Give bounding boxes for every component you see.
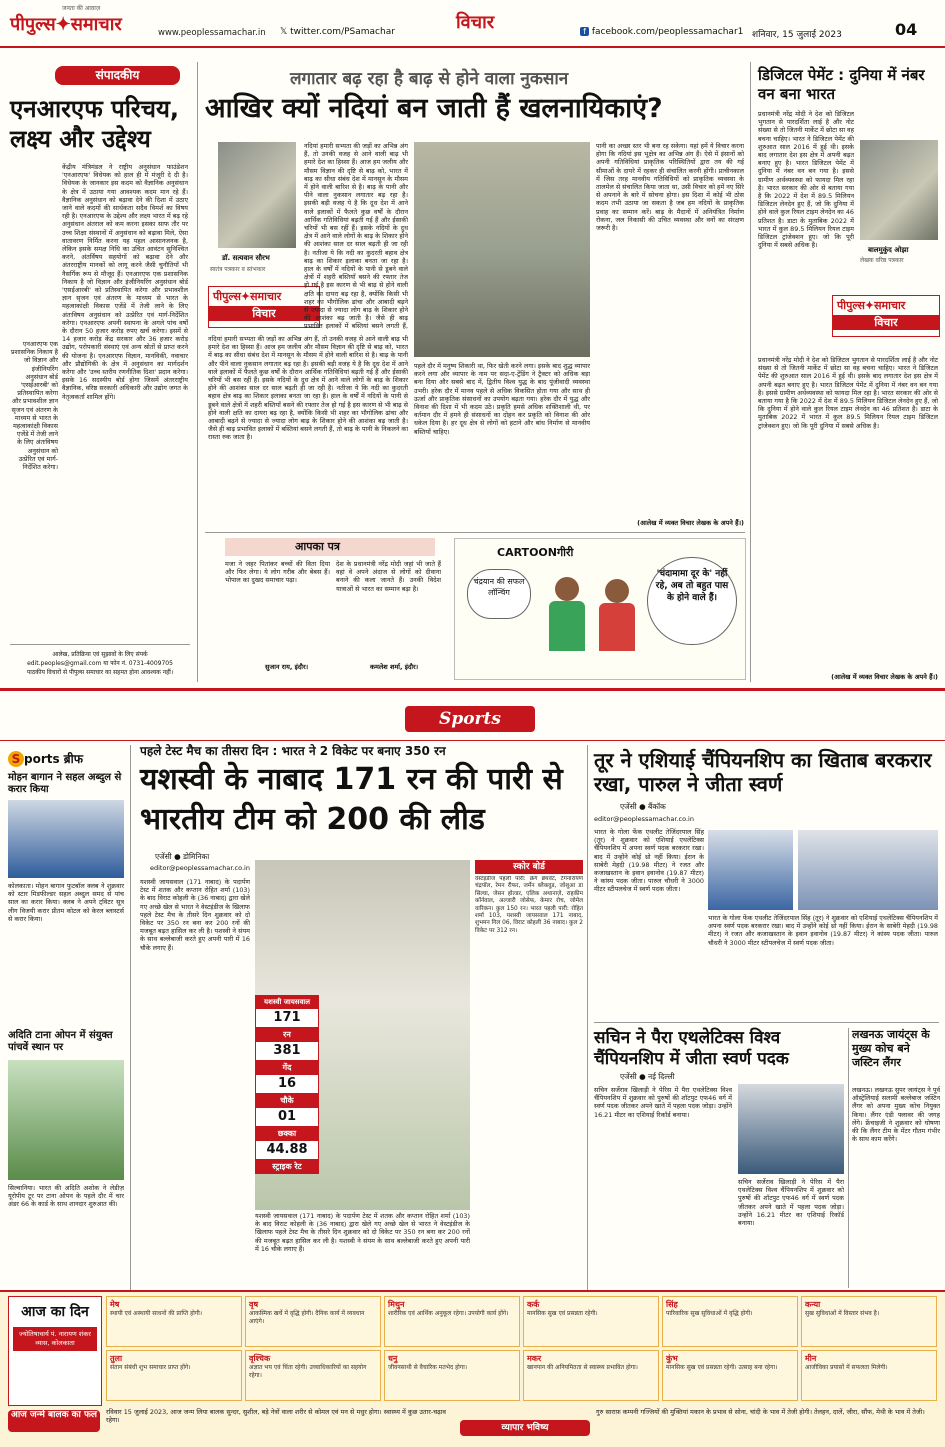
article-kicker: लगातार बढ़ रहा है बाढ़ से होने वाला नुकसान <box>290 69 569 89</box>
brand-box: पीपुल्स✦समाचार विचार <box>832 295 940 337</box>
zodiac-sign-text: आकस्मिक खर्चे में वृद्धि होगी। दैनिक कार्य में व्यवधान आएंगे। <box>249 1310 365 1325</box>
stat-value: 381 <box>255 1042 319 1061</box>
divider <box>205 532 745 533</box>
sachin-photo <box>738 1084 844 1174</box>
section-title: विचार <box>456 12 495 33</box>
cartoon-caption: चंद्रयान की सफल लॉन्चिंग <box>467 569 531 619</box>
zodiac-sign-name: धनु <box>388 1354 398 1363</box>
cartoon-body-1 <box>549 601 585 651</box>
tagline: जनता की आवाज़ <box>62 5 101 12</box>
letter-2-sign: कमलेश शर्मा, इंदौर। <box>370 663 419 671</box>
test-body: यशस्वी जायसवाल (171 नाबाद) के पदार्पण टेस्ट में शतक और कप्तान रोहित शर्मा (103) के बाद विराट कोहली के (36 नाबाद) द्वारा खेले गए अच्छे खेल से भारत ने वेस्टइंडीज के खिलाफ पहले टेस्ट मैच के तीसरे दिन शुक्रवार को दो विकेट पर 350 रन बना कर 200 रनों की मजबूत बढ़त हासिल कर ली है। यशस्वी ने संयम के साथ बल्लेबाजी करते हुए अपनी पारी में 16 चौके लगाए हैं। <box>140 878 250 952</box>
cartoon-body-2 <box>599 603 635 651</box>
zodiac-sign-text: स्थायी एवं अस्थायी साधनों की प्राप्ति होगी। <box>110 1310 203 1317</box>
parul-photo <box>798 830 938 910</box>
player-name: यशस्वी जायसवाल <box>255 995 319 1009</box>
brief-1-photo <box>8 800 124 878</box>
zodiac-sign-card <box>662 1296 798 1347</box>
article-col-1a: नदियां हमारी सभ्यता की जड़ों का अभिन्न अंग हैं, तो उनकी वजह से आने वाली बाढ़ भी हमारे देश का हिस्सा हैं। आज हम जलीय और मौसम विज्ञान की दृष्टि से बाढ़ को, भारत में बाढ़ का सीधा संबंध देश में मानसून के मौसम में होने वाली बारिश से है। बाढ़ के पानी और पीने वाला नुकसान लगातार बढ़ रहा है। इसकी बड़ी वजह ये है कि दूध देश में आने वाले इलाकों में फैलते कुछ वर्षों के दौरान आर्थिक गतिविधियां बढ़ती गई हैं और ईसाकी चरियों भी बस रहीं हैं। इसके नदियों के दुध क्षेत्र में आने वाले लोगों के बाढ़ के शिकार होने की आशंका साल दर साल बढ़ती ही जा रही है। नतीजा ये कि नदी का कुदरती बहाव क्षेत्र बाढ़ का शिकार इलाका बनता जा रहा है। हाल के वर्षों में नदियों के पानी से डूबने वाले क्षेत्रों में शहरी बस्तियाँ बसने की रफ्तार तेज हो गई है इस कारण से भी बाढ़ से होने वाली क्षति का दायरा बढ़ रहा है, क्योंकि किसी भी शहर का भौगोलिक ढांचा और आबादी बढ़ने से ज्यादा से ज्यादा लोग बाढ़ के शिकार होने की आशंका बढ़ जाती है। जैसे ही बाढ़ प्रभावित इलाकों में बस्तियां बसने लगती हैं, तो बाढ़ के पानी के निकलने का रास्ता रुक जाता है। <box>208 335 408 442</box>
stats-list <box>255 1009 319 1174</box>
digital-body-bottom: प्रधानमंत्री नरेंद्र मोदी ने देश को डिजिटल भुगतान से पारदर्शिता लाई है और नोट संख्या से तो जितनी मार्केट में छोटा सा वह बचना चाहिए। भारत ने डिजिटल पेमेंट की शुरुआत साल 2016 में हुई थी। इसके बाद लगातार देश इस क्षेत्र में अपनी बढ़त बनाए हुए है। भारत डिजिटल पेमेंट में दुनिया में नंबर वन बन गया है। इससे ग्रामीण अर्थव्यवस्था को फायदा मिल रहा है। भारत सरकार की ओर से बताया गया है कि 2022 में देश में 89.5 मिलियन डिजिटल लेनदेन हुए हैं, जो कि दुनिया में होने वाले कुल रियल टाइम लेनदेन का 46 प्रतिशत है। डाटा के मुताबिक 2022 में भारत में कुल 89.5 मिलियन रियल टाइम डिजिटल ट्रांजेक्शन हुए। जो कि पूरी दुनिया में सबसे अधिक है। <box>758 356 938 430</box>
zodiac-sign-text: शारीरिक एवं आर्थिक अनुकूल रहेगा। उपयोगी कार्य होंगे। <box>388 1310 509 1317</box>
zodiac-sign-name: वृश्चिक <box>249 1354 271 1363</box>
zodiac-sign-name: मकर <box>527 1354 542 1363</box>
scoreboard <box>475 860 583 1286</box>
letters-title: आपका पत्र <box>225 538 435 556</box>
divider <box>10 644 190 645</box>
facebook-link[interactable]: f facebook.com/peoplessamachar1 <box>580 27 743 37</box>
sachin-agency: एजेंसी ● नई दिल्ली <box>620 1072 675 1081</box>
zodiac-sign-card <box>523 1350 659 1401</box>
cartoon-panel <box>454 538 746 680</box>
brief-2-title: अदिति टाना ओपन में संयुक्त पांचवें स्थान पर <box>8 1030 113 1053</box>
zodiac-sign-card <box>106 1296 242 1347</box>
zodiac-sign-card <box>384 1350 520 1401</box>
zodiac-sign-name: सिंह <box>666 1300 678 1309</box>
stat-label: छक्का <box>255 1127 319 1141</box>
article-title: आखिर क्यों नदियां बन जाती हैं खलनायिकाएं? <box>205 93 663 124</box>
sachin-body: सचिन सर्जेराव खिलाड़ी ने पेरिस में पैरा एथलेटिक्स विश्व चैंपियनशिप में शुक्रवार को पुरुषों की शॉटपुट एफ46 वर्ग में स्वर्ण पदक जीतकर अपने खाते में पहला पदक जोड़ा। उन्होंने 16.21 मीटर का एशियाई रिकॉर्ड बनाया। <box>594 1086 732 1119</box>
cartoon-title: CARTOONगीरी <box>497 546 574 559</box>
stat-value: 01 <box>255 1108 319 1127</box>
zodiac-sign-text: मानसिक सुख एवं प्रसन्नता रहेगी। <box>527 1310 598 1317</box>
scoreboard-title: स्कोर बोर्ड <box>475 860 583 874</box>
column-divider <box>197 62 198 682</box>
stat-label: स्ट्राइक रेट <box>255 1160 319 1174</box>
cartoon-head-1 <box>555 577 579 601</box>
article-footer: (आलेख में व्यक्त विचार लेखक के अपने हैं।) <box>637 519 744 527</box>
author-role: स्वतंत्र पत्रकार व स्तंभकार <box>210 266 266 273</box>
issue-date: शनिवार, 15 जुलाई 2023 <box>752 30 842 40</box>
brand-box: पीपुल्स✦समाचार विचार <box>208 286 320 328</box>
newspaper-logo[interactable]: पीपुल्स✦समाचार <box>10 14 122 35</box>
website-link[interactable]: www.peoplessamachar.in <box>158 28 266 38</box>
cartoon-speech-bubble: 'चंदामामा दूर के' नहीं रहे, अब तो बहुत पास के होने वाले हैं। <box>647 557 737 645</box>
sports-banner: Sports <box>405 706 535 732</box>
stat-value: 16 <box>255 1075 319 1094</box>
sports-ball-icon: S <box>8 751 24 767</box>
sachin-title: सचिन ने पैरा एथलेटिक्स विश्व चैंपियनशिप में जीता स्वर्ण पदक <box>594 1028 789 1069</box>
astrologer-name: ज्योतिषाचार्य पं. नारायण शंकर व्यास, कोलकाता <box>13 1327 97 1351</box>
editorial-footer: आलेख, प्रतिक्रिया एवं सुझावों के लिए संपर्क edit.peoples@gmail.com या फोन नं. 0731-4009705 पाठकीय विचारों से पीपुल्स समाचार का सहमत होना आवश्यक नहीं। <box>26 651 174 676</box>
editorial-title: एनआरएफ परिचय, लक्ष्य और उद्देश्य <box>10 95 180 153</box>
twitter-icon: 𝕏 <box>280 27 291 37</box>
article-col-1b: नदियां हमारी सभ्यता की जड़ों का अभिन्न अंग हैं, तो उनकी वजह से आने वाली बाढ़ भी हमारे देश का हिस्सा हैं। आज हम जलीय और मौसम विज्ञान की दृष्टि से बाढ़ को, भारत में बाढ़ का सीधा संबंध देश में मानसून के मौसम में होने वाली बारिश से है। बाढ़ के पानी और पीने वाला नुकसान लगातार बढ़ रहा है। इसकी बड़ी वजह ये है कि दूध देश में आने वाले इलाकों में फैलते कुछ वर्षों के दौरान आर्थिक गतिविधियां बढ़ती गई हैं और ईसाकी चरियों भी बस रहीं हैं। इसके नदियों के दुध क्षेत्र में आने वाले लोगों के बाढ़ के शिकार होने की आशंका साल दर साल बढ़ती ही जा रही है। नतीजा ये कि नदी का कुदरती बहाव क्षेत्र बाढ़ का शिकार इलाका बनता जा रहा है। हाल के वर्षों में नदियों के पानी से डूबने वाले क्षेत्रों में शहरी बस्तियाँ बसने की रफ्तार तेज हो गई है इस कारण से भी बाढ़ से होने वाली क्षति का दायरा बढ़ रहा है, क्योंकि किसी भी शहर का भौगोलिक ढांचा और आबादी बढ़ने से ज्यादा से ज्यादा लोग बाढ़ के शिकार होने की आशंका बढ़ जाती है। जैसे ही बाढ़ प्रभावित इलाकों में बस्तियां बसने लगती हैं, <box>304 142 408 330</box>
article-col-2: पहले दौर में मनुष्य शिकारी था, फिर खेती करने लगा। इसके बाद शुद्ध व्यापार करने लगा और व्यापार के नाम पर सदा-ए-ट्रेंडिंग ने ट्रैक्टर को अधिक बड़ा बना दिया और सबसे बाद में, द्वितीय विश्व युद्ध के बाद पूंजीवादी व्यवस्था उभरी। हरेक दौर में मानव पहले से अधिक विकसित होता गया और साथ ही ऊर्जा और प्राकृतिक संसाधनों का उपयोग बढ़ता गया। हरेक दौर में युद्ध और विनाश की दिशा में भी कदम उठे। प्रकृति हमसे अधिक शक्तिशाली थी, पर वर्तमान दौर में हमने ही संसाधनों का दोहन कर प्रकृति को विनाश की ओर धकेल दिया है। हर दूध क्षेत्र से लोगों को हटाने और बांध निर्माण से मानवीय बस्तियाँ चाहिए। <box>414 362 590 436</box>
zodiac-sign-name: तुला <box>110 1354 123 1363</box>
column-divider <box>130 745 131 1290</box>
sports-rule <box>0 688 945 691</box>
article-col-3: पानी का अच्छा स्तर भी बना रह सकेगा। यहां हमें ये विचार करना होगा कि नदियां इस भूक्षेत्र का अभिन्न अंग हैं। ऐसे में इंसानों को अपनी गतिविधियां प्राकृतिक परिस्थितियों द्वारा तय की गई सीमाओं के दायरे में रहकर ही संचालित करनी होंगी। प्राचीनकाल में जिस तरह मानवीय गतिविधियों को प्राकृतिक व्यवस्था के तालमेल से संचालित किया जाता था, उसी विचार को हमें नए सिरे से अपनाने के बारे में सोचना होगा। इस दिशा में कोई भी ठोस कदम तभी उठाया जा सकता है जब हम नदियों के प्राकृतिक प्रवाह का सम्मान करें। बाढ़ के मैदानों में अनियंत्रित निर्माण रोकना, जल निकासी की उचित व्यवस्था और वनों का संरक्षण जरूरी है। <box>596 142 744 233</box>
letter-1-sign: सुजान राय, इंदौर। <box>265 663 309 671</box>
twitter-link[interactable]: 𝕏 twitter.com/PSamachar <box>280 27 395 37</box>
divider <box>0 740 945 741</box>
letter-1: मजा ने जहर पितांकर बच्चों की विता दिया और फिर लेगा। ये लोग गरीब और बेबस हैं। भोपाल का दुखद समाचार पढ़ा। <box>225 560 330 585</box>
test-body-2: यशस्वी जायसवाल (171 नाबाद) के पदार्पण टेस्ट में शतक और कप्तान रोहित शर्मा (103) के बाद विराट कोहली के (36 नाबाद) द्वारा खेले गए अच्छे खेल से भारत ने वेस्टइंडीज के खिलाफ पहले टेस्ट मैच के तीसरे दिन शुक्रवार को दो विकेट पर 350 रन बना कर 200 रनों की मजबूत बढ़त हासिल कर ली है। यशस्वी ने संयम के साथ बल्लेबाजी करते हुए अपनी पारी में 16 चौके लगाए हैं। <box>255 1212 470 1253</box>
zodiac-sign-name: कुंभ <box>666 1354 678 1363</box>
zodiac-sign-name: मीन <box>805 1354 817 1363</box>
zodiac-sign-name: कन्या <box>805 1300 821 1309</box>
brief-1-body: कोलकाता। मोहन बागान फुटबॉल क्लब ने शुक्रवार को स्टार मिडफील्डर सहल अब्दुल समद से पांच साल का करार किया। क्लब ने अपने ट्विटर सूत्र लीग विजयी करार प्रीतम कोटल को केरल ब्लास्टर्स से करार किया। <box>8 882 124 923</box>
stat-label: चौके <box>255 1094 319 1108</box>
editorial-label: संपादकीय <box>55 66 180 85</box>
player-stats-box <box>255 995 319 1205</box>
business-text: गुरु साराफ़ कम्पनी गज्जियों की मुक्तियां मकान के प्रभाव से सोना, चांदी के भाव में तेजी होगी। तेलहन, दालें, जीरा, सौंफ, मेथी के भाव में तेजी। <box>596 1408 925 1416</box>
masthead <box>0 0 945 48</box>
zodiac-sign-card <box>801 1296 937 1347</box>
sports-brief-header: S ports ब्रीफ <box>8 748 118 770</box>
author-photo <box>218 142 296 248</box>
zodiac-sign-card <box>523 1296 659 1347</box>
scoreboard-body: वेस्टइंडीज पहली पारी: क्रेग ब्रेथवेट, टेगनारायण चंद्रपॉल, रेमन रीफर, जर्मेन ब्लैकवुड, जोशुआ डा सिल्वा, जेसन होल्डर, एलिक अथानाज़े, राहकीम कॉर्नवाल, अल्जारी जोसेफ, केमार रोच, जोमेल वारिकन। कुल 150 रन। भारत पहली पारी: रोहित शर्मा 103, यशस्वी जायसवाल 171 नाबाद, शुभमन गिल 06, विराट कोहली 36 नाबाद। कुल 2 विकेट पर 312 रन। <box>475 876 583 934</box>
lucknow-body: लखनऊ। लखनऊ सुपर जायंट्स ने पूर्व ऑस्ट्रेलियाई सलामी बल्लेबाज जस्टिन लैंगर को अपना मुख्य कोच नियुक्त किया। लैंगर एंडी फ्लावर की जगह लेंगे। फ्रेंचाइजी ने शुक्रवार को घोषणा की कि लैंगर टीम के मेंटर गौतम गंभीर के साथ काम करेंगे। <box>852 1086 940 1144</box>
toor-body: भारत के गोला फेंक एथलीट तेजिंदरपाल सिंह (तूर) ने शुक्रवार को एशियाई एथलेटिक्स चैंपियनशिप में अपना स्वर्ण पदक बरकरार रखा। बाद में उन्होंने कोई थ्रो नहीं किया। ईरान के साबेरी मेहदी (19.98 मीटर) ने रजत और कजाखस्तान के इवान इवानोव (19.87 मीटर) ने कांस्य पदक जीता। पारुल चौधरी ने 3000 मीटर स्टीपलचेज में स्वर्ण पदक जीता। <box>594 828 704 894</box>
zodiac-sign-text: आजीविका प्रयासों में सफलता मिलेगी। <box>805 1364 888 1371</box>
aaj-ka-din-box <box>8 1296 102 1406</box>
stat-label: रन <box>255 1028 319 1042</box>
stat-value: 171 <box>255 1009 319 1028</box>
zodiac-sign-card <box>801 1350 937 1401</box>
zodiac-sign-text: संतान संबंधी शुभ समाचार प्राप्त होंगे। <box>110 1364 191 1371</box>
digital-footer: (आलेख में व्यक्त विचार लेखक के अपने हैं।) <box>831 673 938 681</box>
lucknow-title: लखनऊ जायंट्स के मुख्य कोच बने जस्टिन लैंगर <box>852 1028 930 1069</box>
facebook-icon: f <box>580 27 589 36</box>
brief-2-photo <box>8 1060 124 1180</box>
digital-author: बालमुकुंद ओझा <box>868 246 909 254</box>
test-title: यशस्वी के नाबाद 171 रन की पारी से भारतीय टीम को 200 की लीड <box>140 762 563 837</box>
toor-email: editor@peoplessamachar.co.in <box>594 815 694 823</box>
digital-author-role: लेखक वरिष्ठ पत्रकार <box>860 257 904 264</box>
test-kicker: पहले टेस्ट मैच का तीसरा दिन : भारत ने 2 विकेट पर बनाए 350 रन <box>140 744 446 758</box>
business-title: व्यापार भविष्य <box>460 1420 590 1436</box>
zodiac-sign-name: वृष <box>249 1300 259 1309</box>
zodiac-sign-name: मिथुन <box>388 1300 405 1309</box>
zodiac-grid <box>106 1296 940 1404</box>
zodiac-sign-card <box>384 1296 520 1347</box>
zodiac-sign-card <box>662 1350 798 1401</box>
test-agency: एजेंसी ● डोमिनिका <box>155 852 210 861</box>
digital-title: डिजिटल पेमेंट : दुनिया में नंबर वन बना भारत <box>758 66 925 103</box>
zodiac-sign-text: पारिवारिक सुख सुविधाओं में वृद्धि होगी। <box>666 1310 753 1317</box>
stat-value: 44.88 <box>255 1141 319 1160</box>
column-divider <box>587 745 588 1290</box>
column-divider <box>750 62 751 682</box>
toor-agency: एजेंसी ● बैंकॉक <box>620 802 666 811</box>
test-email: editor@peoplessamachar.co.in <box>150 864 250 872</box>
aaj-ka-din-title: आज का दिन <box>21 1304 89 1320</box>
zodiac-sign-text: खानपान की अनियमितता से स्वास्थ्य प्रभावित होगा। <box>527 1364 638 1371</box>
bottom-left-label: आज जन्मे बालक का फल <box>8 1410 100 1432</box>
zodiac-sign-text: अज्ञात भय एवं चिंता रहेगी। उच्चाधिकारियों का सहयोग रहेगा। <box>249 1364 367 1379</box>
toor-title: तूर ने एशियाई चैंपियनशिप का खिताब बरकरार रखा, पारुल ने जीता स्वर्ण <box>594 748 932 796</box>
editorial-body: केंद्रीय मंत्रिमंडल ने राष्ट्रीय अनुसंधान फाउंडेशन 'एनआरएफ' विधेयक को हाल ही में मंजूरी दे दी है। विधेयक के जानकार इस कदम को वैज्ञानिक अनुसंधान के क्षेत्र में उठाया गया आवश्यक कदम मान रहे हैं। वैज्ञानिक अनुसंधान को बढ़ावा देने की दिशा में उठाए जाने वाले कदमों की सार्थकता सदैव विमर्श का विषय रही है। एनआरएफ के उद्देश्य और लक्ष्य भारत में बढ़ रहे अनुसंधान अंतराल को कम करना इसका साफ तौर पर उच्च शिक्षा संस्थानों में अनुसंधान को बढ़ावा मिले, ऐसा वातावरण निर्मित करना यह पहल आसानजनक है, लेकिन इसके समक्ष निधि का उचित आवंटन सुनिश्चित करने, अंतर्विषय सहयोगों को बढ़ावा देने और अंतरराष्ट्रीय मानकों को लागू करने जैसी चुनौतियाँ भी नैसर्गिक रूप से मौजूद हैं। एनआरएफ एक प्रशासनिक निकाय है जो विज्ञान और इंजीनियरिंग अनुसंधान बोर्ड 'एसईआरबी' को प्रतिस्थापित करेगा और प्रभावशील ज्ञान सृजन एवं अंतरण के माध्यम से भारत के महत्वाकांक्षी विकास एजेंडे में तेजी लाने के लिए अंतःविषय अनुसंधान को उत्प्रेरित एवं मार्ग-निर्देशित करेगा। एनआरएफ अपनी स्थापना के अगले पांच वर्षों के दौरान 50 हजार करोड़ रुपए खर्च करेगा। इसमें से 14 हजार करोड़ केंद्र सरकार और 36 हजार करोड़ उद्योग, परोपकारी संस्थाएं एवं अन्य स्रोतों से प्राप्त करने की योजना है। एनआरएफ विज्ञान, मानविकी, नवाचार और प्रौद्योगिकी के क्षेत्र में अनुसंधान का मार्गदर्शन करेगा और 'उच्च स्तरीय रणनीतिक दिशा' प्रदान करेगा। इसके 16 सदस्यीय बोर्ड होगा जिसमें अंतरराष्ट्रीय वैज्ञानिक, वरिष्ठ सरकारी अधिकारी और उद्योग जगत के नेतृत्वकर्ता शामिल होंगे। <box>62 163 188 401</box>
zodiac-sign-card <box>245 1350 381 1401</box>
brief-1-title: मोहन बागान ने सहल अब्दुल से करार किया <box>8 772 122 795</box>
zodiac-sign-card <box>106 1350 242 1401</box>
zodiac-sign-name: मेष <box>110 1300 120 1309</box>
zodiac-sign-text: जीवनसाथी से वैचारिक मतभेद होगा। <box>388 1364 468 1371</box>
stat-label: गेंद <box>255 1061 319 1075</box>
zodiac-sign-text: सुख सुविधाओं में विस्तार संभव है। <box>805 1310 880 1317</box>
zodiac-sign-card <box>245 1296 381 1347</box>
author-photo <box>860 140 938 240</box>
zodiac-sign-name: कर्क <box>527 1300 540 1309</box>
divider <box>594 1022 939 1023</box>
flood-photo <box>414 142 590 357</box>
column-divider <box>848 1028 849 1288</box>
brief-2-body: सिल्वानिया। भारत की अदिति अशोक ने लेडीज़ यूरोपीय टूर पर टाना ओपन के पहले दौर में चार अंडर 66 के कार्ड के साथ शानदार शुरुआत की। <box>8 1184 124 1209</box>
digital-body-top: प्रधानमंत्री नरेंद्र मोदी ने देश को डिजिटल भुगतान से पारदर्शिता लाई है और नोट संख्या से तो जितनी मार्केट में छोटा सा वह बचना चाहिए। भारत ने डिजिटल पेमेंट की शुरुआत साल 2016 में हुई थी। इसके बाद लगातार देश इस क्षेत्र में अपनी बढ़त बनाए हुए है। भारत डिजिटल पेमेंट में दुनिया में नंबर वन बन गया है। इससे ग्रामीण अर्थव्यवस्था को फायदा मिल रहा है। भारत सरकार की ओर से बताया गया है कि 2022 में देश में 89.5 मिलियन डिजिटल लेनदेन हुए हैं, जो कि दुनिया में होने वाले कुल रियल टाइम लेनदेन का 46 प्रतिशत है। डाटा के मुताबिक 2022 में भारत में कुल 89.5 मिलियन रियल टाइम डिजिटल ट्रांजेक्शन हुए। जो कि पूरी दुनिया में सबसे अधिक है। <box>758 110 854 250</box>
zodiac-sign-text: मानसिक सुख एवं प्रसन्नता रहेगी। उत्साह बना रहेगा। <box>666 1364 778 1371</box>
letter-2: देश के प्रधानमंत्री नरेंद्र मोदी जहां भी जाते हैं वहां वे अपने अंदाज से लोगों को दीवाना बनाने की कला जानते हैं। उनकी विदेश यात्राओं से भारत का सम्मान बढ़ा है। <box>336 560 441 593</box>
author-name: डॉ. सत्यवान सौरभ <box>222 254 270 262</box>
sachin-body-2: सचिन सर्जेराव खिलाड़ी ने पेरिस में पैरा एथलेटिक्स विश्व चैंपियनशिप में शुक्रवार को पुरुषों की शॉटपुट एफ46 वर्ग में स्वर्ण पदक जीतकर अपने खाते में पहला पदक जोड़ा। उन्होंने 16.21 मीटर का एशियाई रिकॉर्ड बनाया। <box>738 1178 844 1228</box>
page-number: 04 <box>895 20 918 39</box>
editorial-sidebar-quote: एनआरएफ एक प्रशासनिक निकाय है जो विज्ञान और इंजीनियरिंग अनुसंधान बोर्ड 'एसईआरबी' को प्रतिस्थापित करेगा और प्रभावशील ज्ञान सृजन एवं अंतरण के माध्यम से भारत के महत्वाकांक्षी विकास एजेंडे में तेजी लाने के लिए अंतःविषय अनुसंधान को उत्प्रेरित एवं मार्ग-निर्देशित करेगा। <box>11 340 58 472</box>
toor-photo <box>708 830 793 910</box>
toor-body-2: भारत के गोला फेंक एथलीट तेजिंदरपाल सिंह (तूर) ने शुक्रवार को एशियाई एथलेटिक्स चैंपियनशिप में अपना स्वर्ण पदक बरकरार रखा। बाद में उन्होंने कोई थ्रो नहीं किया। ईरान के साबेरी मेहदी (19.98 मीटर) ने रजत और कजाखस्तान के इवान इवानोव (19.87 मीटर) ने कांस्य पदक जीता। पारुल चौधरी ने 3000 मीटर स्टीपलचेज में स्वर्ण पदक जीता। <box>708 914 938 947</box>
cartoon-head-2 <box>605 579 629 603</box>
birthday-text: रविवार 15 जुलाई 2023, आज जन्म लिया बालक सुन्दर, सुशील, बड़े नेत्रों वाला शरीर से कोमल एवं मन से मधुर होगा। स्वास्थ्य में कुछ उतार-चढ़ाव रहेगा। <box>106 1408 446 1425</box>
